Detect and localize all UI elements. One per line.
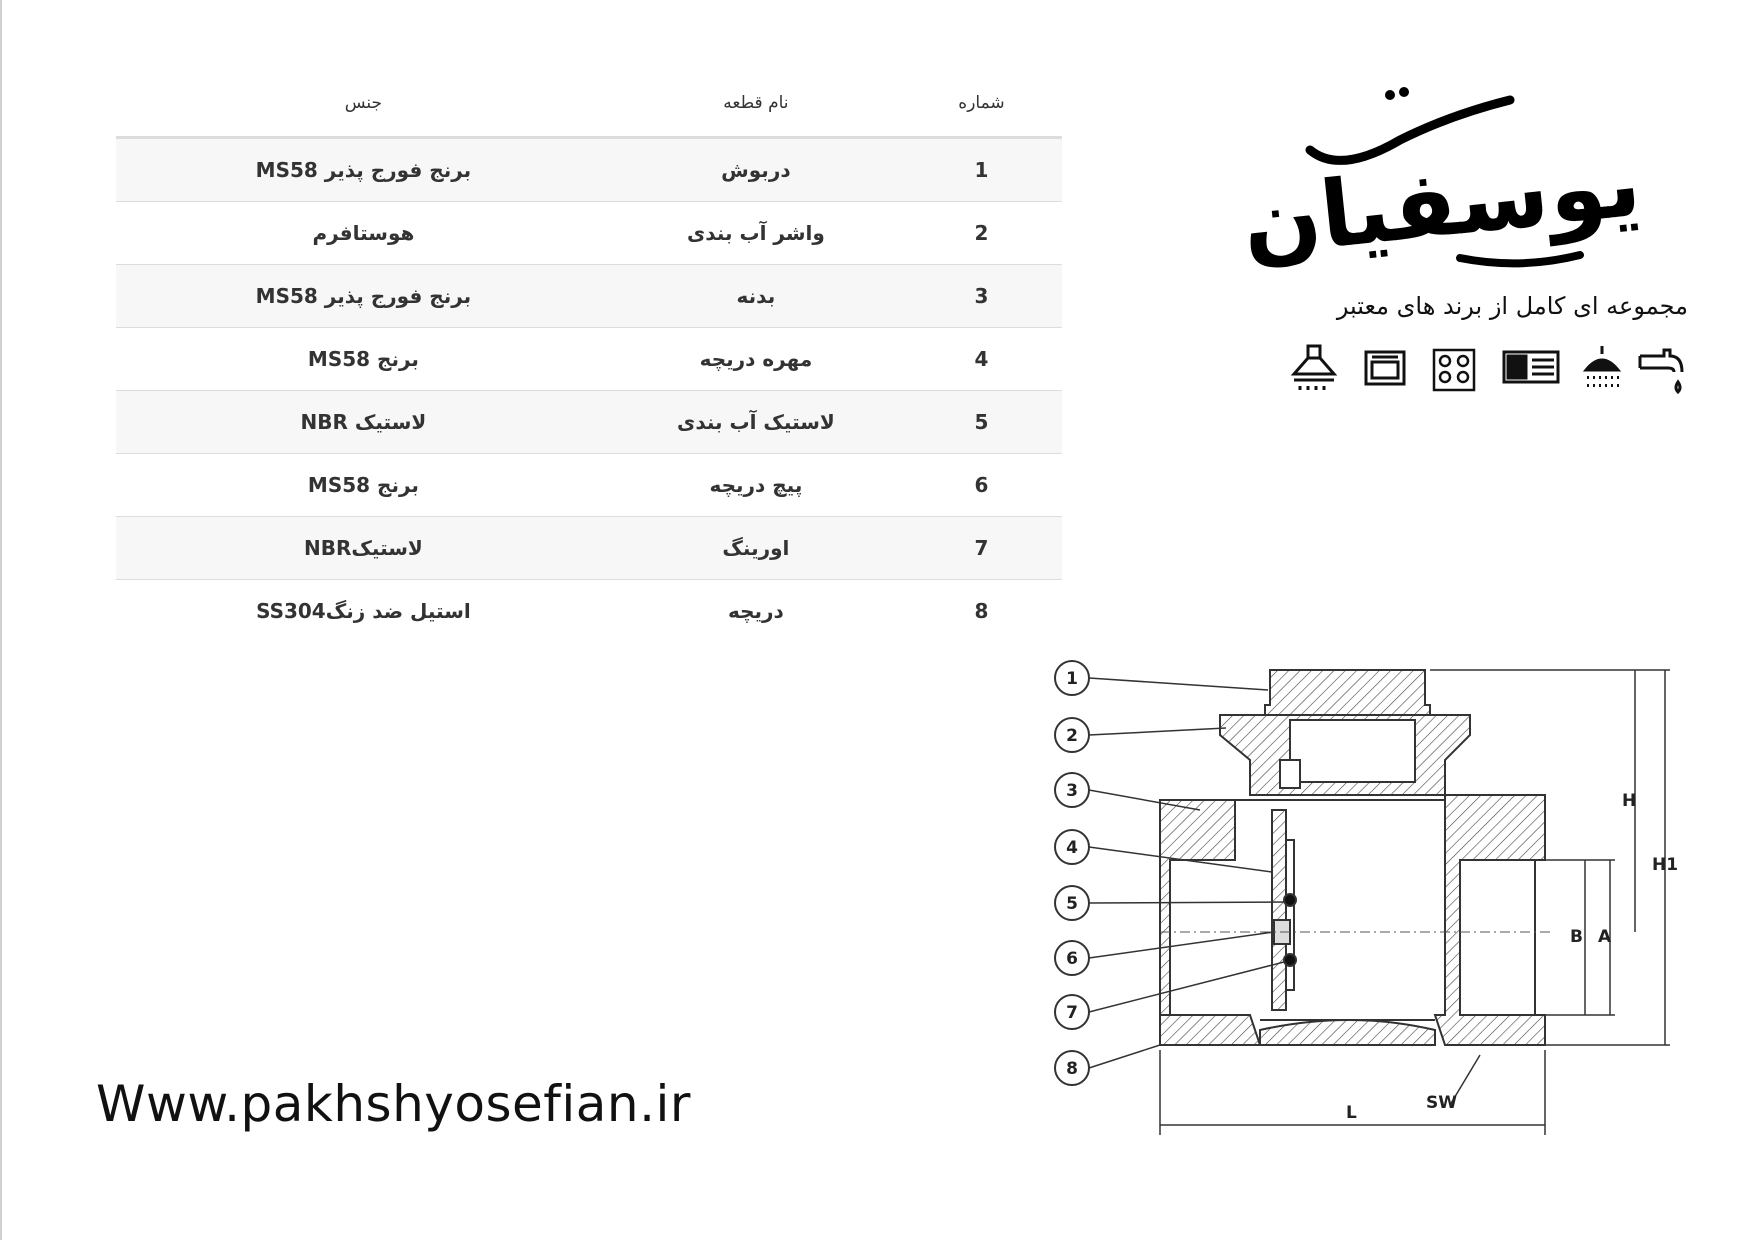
row-part-name: بدنه	[611, 265, 901, 328]
row-part-name: دریچه	[611, 580, 901, 643]
row-material: هوستافرم	[116, 202, 611, 265]
dim-length-label: L	[1346, 1103, 1357, 1123]
row-part-name: مهره دریچه	[611, 328, 901, 391]
website-url: Www.pakhshyosefian.ir	[96, 1075, 691, 1133]
svg-text:5: 5	[1066, 894, 1078, 914]
header-material: جنس	[116, 70, 611, 138]
row-number: 6	[901, 454, 1062, 517]
row-material: لاستیک NBR	[116, 391, 611, 454]
svg-text:6: 6	[1066, 949, 1078, 969]
row-material: برنج فورج پذیر MS58	[116, 265, 611, 328]
brand-logo-text: یوسفیان	[1237, 129, 1646, 278]
dim-a-label: A	[1598, 927, 1612, 947]
row-number: 3	[901, 265, 1062, 328]
svg-text:8: 8	[1066, 1059, 1078, 1079]
brand-block	[1237, 80, 1700, 320]
row-number: 8	[901, 580, 1062, 643]
range-hood-icon	[1294, 346, 1334, 390]
callout-2	[1055, 718, 1226, 752]
dim-b-label: B	[1570, 927, 1583, 947]
dim-sw-label: SW	[1426, 1093, 1457, 1113]
oven-icon	[1366, 352, 1404, 384]
dim-total-height-label: H1	[1652, 855, 1679, 875]
row-number: 4	[901, 328, 1062, 391]
row-part-name: دربوش	[611, 138, 901, 202]
valve-section-drawing	[1050, 660, 1710, 1160]
row-number: 1	[901, 138, 1062, 202]
svg-text:7: 7	[1066, 1003, 1078, 1023]
svg-text:2: 2	[1066, 726, 1078, 746]
shower-icon	[1586, 346, 1618, 387]
table-row	[116, 202, 1062, 265]
header-part-name: نام قطعه	[611, 70, 901, 138]
row-number: 5	[901, 391, 1062, 454]
table-row	[116, 517, 1062, 580]
table-row	[116, 391, 1062, 454]
row-material: برنج MS58	[116, 328, 611, 391]
svg-text:4: 4	[1066, 838, 1078, 858]
table-row	[116, 138, 1062, 202]
parts-table	[116, 70, 1062, 642]
dim-height-label: H	[1622, 791, 1637, 811]
dishwasher-icon	[1504, 352, 1558, 382]
table-row	[116, 265, 1062, 328]
appliance-icons	[1290, 342, 1690, 402]
callout-8	[1055, 1045, 1160, 1085]
table-row	[116, 580, 1062, 643]
svg-text:1: 1	[1066, 669, 1078, 689]
callout-1	[1055, 661, 1268, 695]
row-part-name: اورینگ	[611, 517, 901, 580]
cooktop-icon	[1434, 350, 1474, 390]
table-header-row	[116, 70, 1062, 138]
row-part-name: لاستیک آب بندی	[611, 391, 901, 454]
svg-text:3: 3	[1066, 781, 1078, 801]
header-number: شماره	[901, 70, 1062, 138]
faucet-icon	[1640, 350, 1682, 392]
row-part-name: پیچ دریچه	[611, 454, 901, 517]
page-edge-rule	[0, 0, 2, 1240]
row-material: برنج فورج پذیر MS58	[116, 138, 611, 202]
row-material: لاستیکNBR	[116, 517, 611, 580]
row-material: برنج MS58	[116, 454, 611, 517]
table-row	[116, 454, 1062, 517]
row-number: 7	[901, 517, 1062, 580]
brand-logo	[1237, 80, 1700, 280]
brand-tagline: مجموعه ای کامل از برند های معتبر	[1336, 292, 1688, 320]
row-number: 2	[901, 202, 1062, 265]
row-material: استیل ضد زنگSS304	[116, 580, 611, 643]
table-row	[116, 328, 1062, 391]
row-part-name: واشر آب بندی	[611, 202, 901, 265]
